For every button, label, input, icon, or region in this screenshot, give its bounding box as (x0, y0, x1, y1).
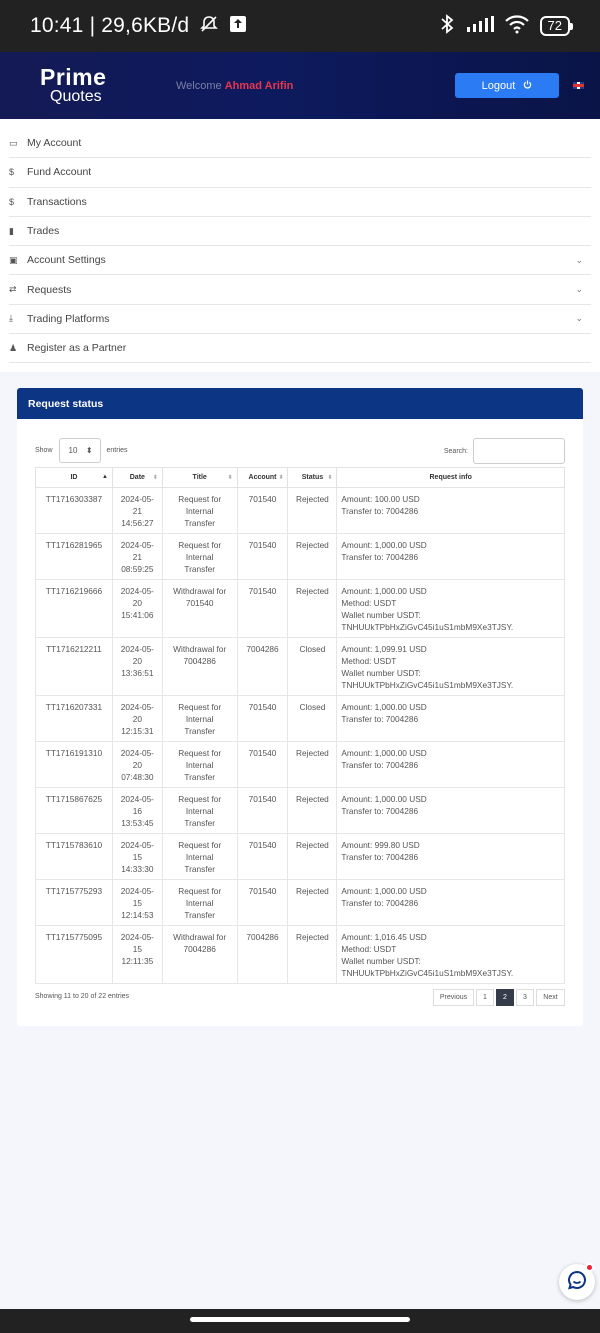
cell-request-info: Amount: 1,000.00 USD Method: USDT Wallet number USDT: TNHUUkTPbHxZiGvC45i1uS1mbM9Xe3TJSY. (337, 580, 565, 638)
home-gesture-handle[interactable] (190, 1317, 410, 1322)
battery-indicator: 72 (540, 16, 570, 36)
cell-account: 701540 (237, 580, 288, 638)
cell-request-info: Amount: 1,000.00 USD Transfer to: 7004286 (337, 788, 565, 834)
request-status-card (17, 388, 583, 1026)
cell-date: 2024-05- 20 13:36:51 (112, 638, 162, 696)
cell-status: Rejected (288, 488, 337, 534)
cell-title: Request for Internal Transfer (162, 696, 237, 742)
cell-date: 2024-05- 15 12:14:53 (112, 880, 162, 926)
cell-status: Rejected (288, 580, 337, 638)
cell-account: 701540 (237, 880, 288, 926)
cell-title: Request for Internal Transfer (162, 834, 237, 880)
table-row (36, 834, 565, 880)
cell-id: TT1716207331 (36, 696, 113, 742)
cell-request-info: Amount: 1,016.45 USD Method: USDT Wallet number USDT: TNHUUkTPbHxZiGvC45i1uS1mbM9Xe3TJSY. (337, 926, 565, 984)
cell-account: 701540 (237, 834, 288, 880)
system-navigation-bar (0, 1309, 600, 1333)
cell-id: TT1716219666 (36, 580, 113, 638)
cell-status: Rejected (288, 926, 337, 984)
cell-status: Rejected (288, 742, 337, 788)
cell-date: 2024-05- 20 12:15:31 (112, 696, 162, 742)
cell-title: Withdrawal for 7004286 (162, 926, 237, 984)
cell-request-info: Amount: 1,000.00 USD Transfer to: 7004286 (337, 534, 565, 580)
menu-item-fund-account[interactable]: $ Fund Account (9, 158, 591, 187)
column-header-status[interactable]: Status ⬍ (288, 468, 337, 488)
menu-item-register-partner[interactable]: ♟ Register as a Partner (9, 334, 591, 363)
table-row (36, 534, 565, 580)
cell-date: 2024-05- 15 14:33:30 (112, 834, 162, 880)
cell-account: 701540 (237, 788, 288, 834)
cell-id: TT1716303387 (36, 488, 113, 534)
sort-asc-icon: ▲ (101, 474, 108, 480)
card-title: Request status (17, 388, 583, 419)
bar-chart-icon: ▮ (9, 225, 14, 236)
menu-item-trading-platforms[interactable]: ⤓ Trading Platforms ⌄ (9, 305, 591, 334)
exchange-icon: ⇄ (9, 284, 17, 295)
menu-item-my-account[interactable]: ▭ My Account (9, 129, 591, 158)
cell-date: 2024-05- 15 12:11:35 (112, 926, 162, 984)
table-row (36, 742, 565, 788)
pagination-page-2[interactable]: 2 (496, 989, 514, 1006)
bluetooth-icon (438, 14, 456, 39)
table-row (36, 488, 565, 534)
pagination-page-3[interactable]: 3 (516, 989, 534, 1006)
dollar-icon: $ (9, 167, 15, 178)
cell-account: 701540 (237, 742, 288, 788)
menu-item-transactions[interactable]: $ Transactions (9, 188, 591, 217)
table-info: Showing 11 to 20 of 22 entries (35, 993, 130, 1000)
menu-item-requests[interactable]: ⇄ Requests ⌄ (9, 275, 591, 304)
cell-request-info: Amount: 1,000.00 USD Transfer to: 7004286 (337, 880, 565, 926)
top-header (0, 52, 600, 119)
cell-account: 7004286 (237, 638, 288, 696)
cell-status: Closed (288, 638, 337, 696)
cell-date: 2024-05- 20 15:41:06 (112, 580, 162, 638)
requests-table (35, 467, 565, 984)
table-row (36, 638, 565, 696)
cell-account: 7004286 (237, 926, 288, 984)
status-bar (0, 0, 600, 52)
table-row (36, 580, 565, 638)
table-row (36, 696, 565, 742)
table-row (36, 926, 565, 984)
cell-date: 2024-05- 21 14:56:27 (112, 488, 162, 534)
prime-quotes-logo[interactable]: Prime Quotes (40, 64, 107, 105)
users-icon: ♟ (9, 342, 18, 353)
cell-date: 2024-05- 20 07:48:30 (112, 742, 162, 788)
cell-account: 701540 (237, 696, 288, 742)
menu-item-account-settings[interactable]: ▣ Account Settings ⌄ (9, 246, 591, 275)
sort-icon: ⬍ (278, 475, 284, 481)
chat-bubble-icon (567, 1270, 587, 1295)
cell-date: 2024-05- 16 13:53:45 (112, 788, 162, 834)
select-arrows-icon: ⬍ (85, 446, 93, 455)
cell-request-info: Amount: 1,000.00 USD Transfer to: 7004286 (337, 696, 565, 742)
column-header-date[interactable]: Date ⬍ (112, 468, 162, 488)
bell-off-icon (199, 14, 219, 39)
cell-title: Request for Internal Transfer (162, 534, 237, 580)
cell-title: Request for Internal Transfer (162, 880, 237, 926)
cell-title: Withdrawal for 701540 (162, 580, 237, 638)
wifi-icon (504, 14, 530, 39)
cell-id: TT1715867625 (36, 788, 113, 834)
chevron-down-icon[interactable]: ⌄ (575, 284, 583, 295)
table-controls (17, 419, 583, 467)
cell-title: Request for Internal Transfer (162, 788, 237, 834)
cell-id: TT1716281965 (36, 534, 113, 580)
table-row (36, 880, 565, 926)
column-header-request-info[interactable]: Request info (337, 468, 565, 488)
cell-id: TT1715783610 (36, 834, 113, 880)
menu-item-trades[interactable]: ▮ Trades (9, 217, 591, 246)
column-header-id[interactable]: ID ▲ (36, 468, 113, 488)
cell-request-info: Amount: 100.00 USD Transfer to: 7004286 (337, 488, 565, 534)
dollar-icon: $ (9, 196, 15, 207)
welcome-message: Welcome Ahmad Arifin (176, 79, 294, 92)
status-time: 10:41 | 29,6KB/d (30, 14, 190, 37)
entries-select[interactable]: 10 ⬍ (59, 438, 101, 463)
cell-request-info: Amount: 999.80 USD Transfer to: 7004286 (337, 834, 565, 880)
column-header-title[interactable]: Title ⬍ (162, 468, 237, 488)
cell-request-info: Amount: 1,099.91 USD Method: USDT Wallet number USDT: TNHUUkTPbHxZiGvC45i1uS1mbM9Xe3TJSY. (337, 638, 565, 696)
search-input[interactable] (473, 438, 565, 464)
sort-icon: ⬍ (327, 475, 333, 481)
entries-length-control: Show 10 ⬍ entries (35, 438, 128, 463)
cell-date: 2024-05- 21 08:59:25 (112, 534, 162, 580)
notification-dot (585, 1263, 594, 1272)
pagination-page-1[interactable]: 1 (476, 989, 494, 1006)
cell-title: Request for Internal Transfer (162, 488, 237, 534)
cell-title: Request for Internal Transfer (162, 742, 237, 788)
upload-notification-icon (229, 15, 247, 38)
pagination-previous[interactable]: Previous (433, 989, 474, 1006)
uk-flag-icon[interactable] (573, 82, 584, 89)
cell-status: Rejected (288, 834, 337, 880)
logout-button[interactable]: Logout (455, 73, 559, 98)
pagination-next[interactable]: Next (536, 989, 565, 1006)
cell-id: TT1715775293 (36, 880, 113, 926)
monitor-icon: ▭ (9, 137, 18, 148)
column-header-account[interactable]: Account ⬍ (237, 468, 288, 488)
chevron-down-icon[interactable]: ⌄ (575, 254, 583, 265)
signal-icon (466, 15, 494, 38)
sort-icon: ⬍ (152, 475, 158, 481)
power-icon (523, 80, 532, 92)
cell-status: Rejected (288, 788, 337, 834)
cell-id: TT1716191310 (36, 742, 113, 788)
main-menu (0, 119, 600, 372)
cell-account: 701540 (237, 488, 288, 534)
cell-status: Rejected (288, 880, 337, 926)
sort-icon: ⬍ (227, 475, 233, 481)
table-row (36, 788, 565, 834)
cell-request-info: Amount: 1,000.00 USD Transfer to: 7004286 (337, 742, 565, 788)
pagination (431, 989, 565, 1006)
cell-status: Rejected (288, 534, 337, 580)
cell-status: Closed (288, 696, 337, 742)
cell-id: TT1715775095 (36, 926, 113, 984)
chevron-down-icon[interactable]: ⌄ (575, 313, 583, 324)
user-name: Ahmad Arifin (224, 79, 294, 92)
table-header-row (36, 468, 565, 488)
cell-title: Withdrawal for 7004286 (162, 638, 237, 696)
settings-icon: ▣ (9, 254, 18, 265)
chat-widget-button[interactable] (559, 1264, 595, 1300)
download-icon: ⤓ (9, 313, 13, 324)
search-control: Search: (444, 438, 565, 464)
cell-account: 701540 (237, 534, 288, 580)
cell-id: TT1716212211 (36, 638, 113, 696)
